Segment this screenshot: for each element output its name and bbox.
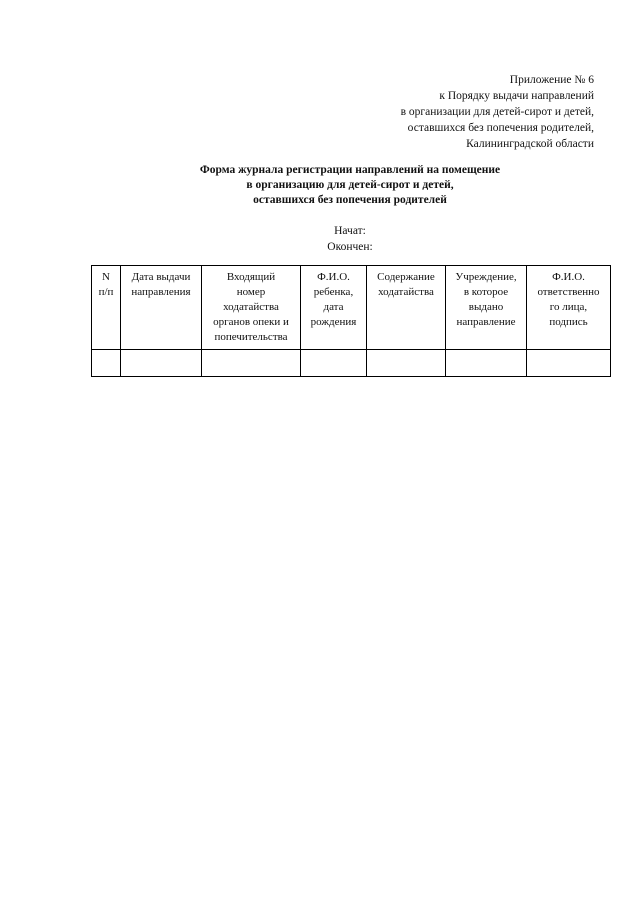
column-header-responsible-person: Ф.И.О. ответственно го лица, подпись [527, 266, 611, 350]
column-header-incoming-number: Входящий номер ходатайства органов опеки и попечительства [202, 266, 301, 350]
appendix-line: оставшихся без попечения родителей, [407, 122, 594, 134]
form-title [90, 163, 610, 208]
column-header-child-name: Ф.И.О. ребенка, дата рождения [301, 266, 367, 350]
table-cell [446, 350, 527, 377]
column-header-institution: Учреждение, в которое выдано направление [446, 266, 527, 350]
table-cell [121, 350, 202, 377]
table-cell [527, 350, 611, 377]
table-cell [301, 350, 367, 377]
finished-label: Окончен: [327, 241, 373, 253]
column-header-number: N п/п [92, 266, 121, 350]
appendix-line: к Порядку выдачи направлений [439, 90, 594, 102]
journal-table [91, 265, 611, 377]
started-label: Начат: [334, 225, 366, 237]
table-cell [202, 350, 301, 377]
title-line: Форма журнала регистрации направлений на помещение [199, 164, 501, 176]
appendix-line: Приложение № 6 [509, 74, 594, 86]
column-header-issue-date: Дата выдачи направления [121, 266, 202, 350]
appendix-line: Калининградской области [466, 138, 594, 150]
table-header-row [92, 266, 611, 350]
title-line: в организацию для детей-сирот и детей, [246, 179, 454, 191]
table-cell [92, 350, 121, 377]
column-header-petition-content: Содержание ходатайства [367, 266, 446, 350]
title-line: оставшихся без попечения родителей [253, 194, 447, 206]
table-row [92, 350, 611, 377]
table-cell [367, 350, 446, 377]
appendix-line: в организации для детей-сирот и детей, [400, 106, 594, 118]
appendix-header [294, 72, 594, 152]
journal-dates [90, 223, 610, 255]
